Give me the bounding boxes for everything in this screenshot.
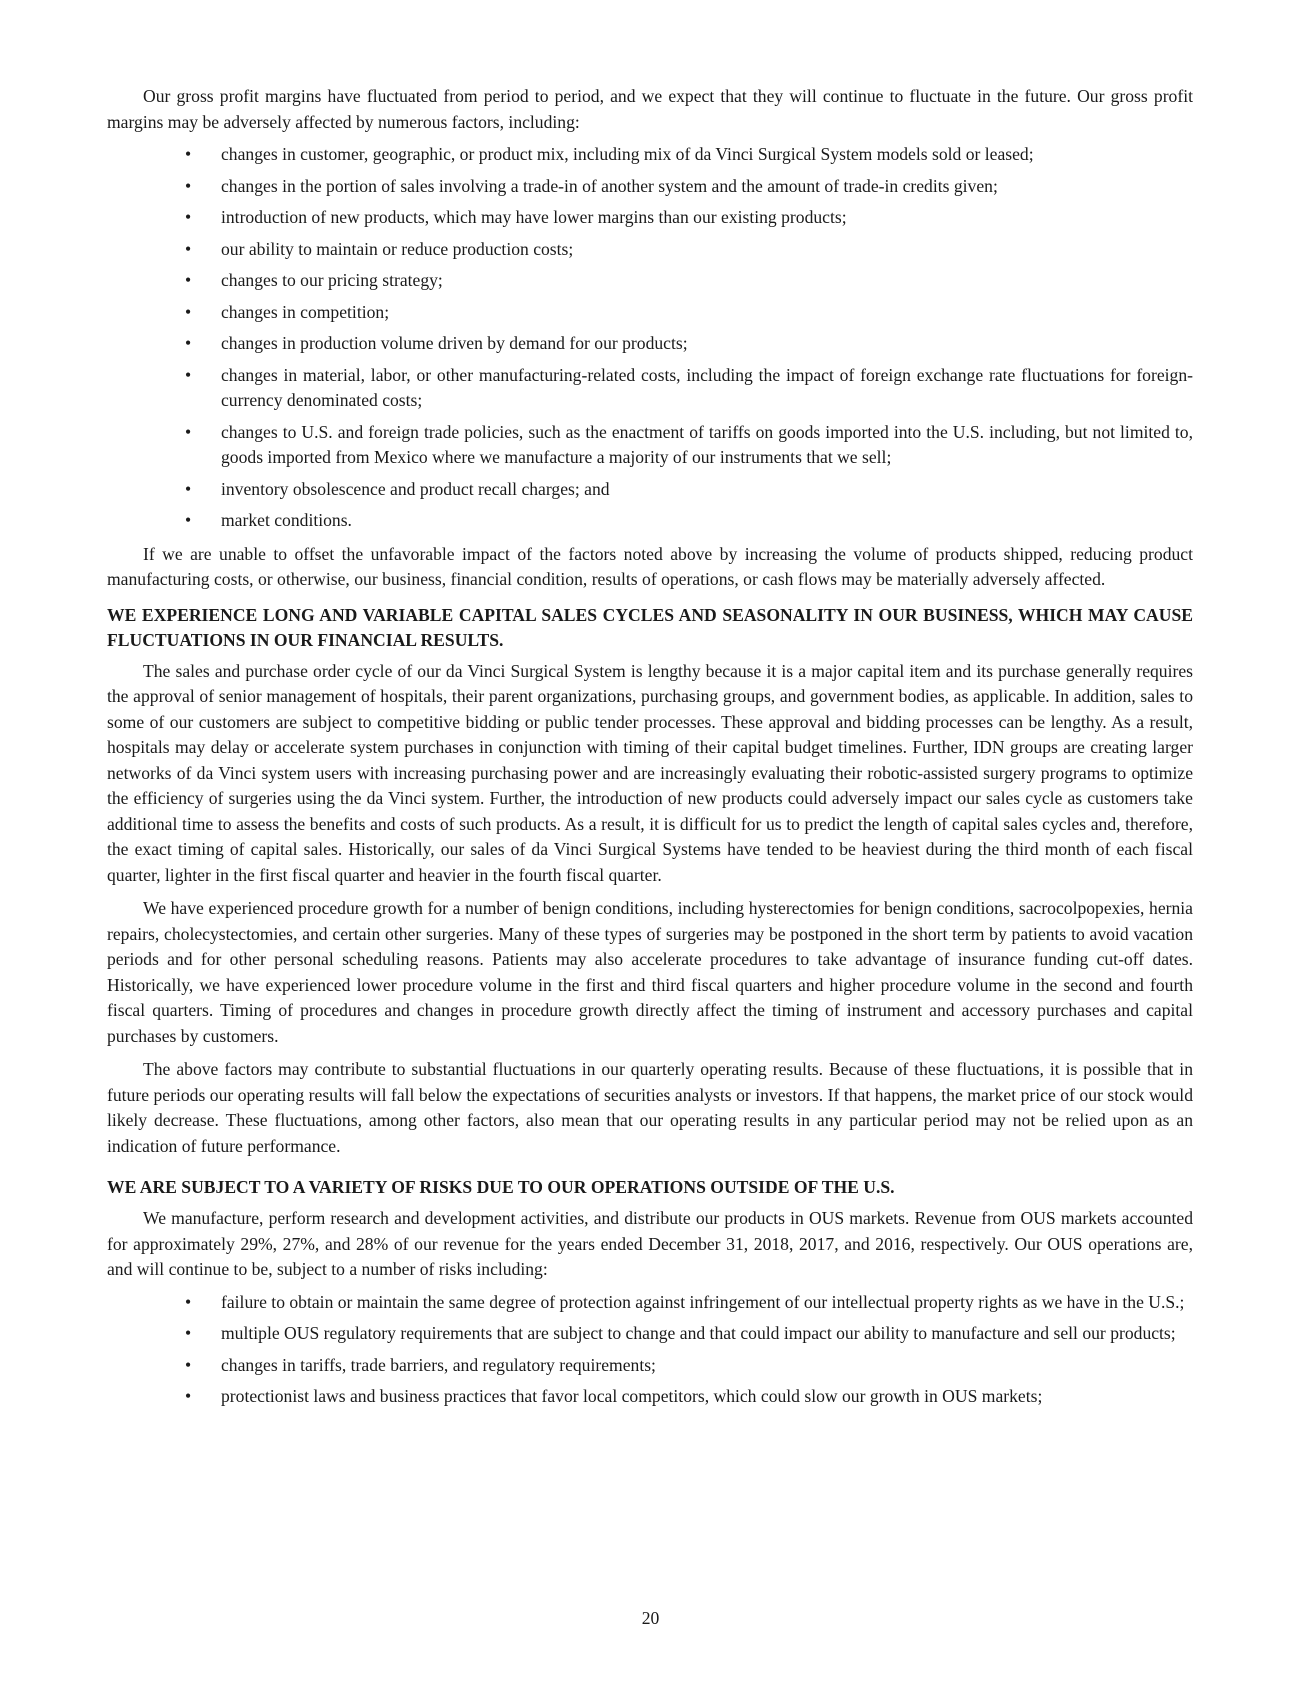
document-page xyxy=(107,84,1193,1417)
bullet-icon: • xyxy=(185,270,192,290)
list-item xyxy=(185,420,1193,471)
list-item-text: changes in tariffs, trade barriers, and regulatory requirements; xyxy=(221,1354,656,1375)
section-heading-ous-risks: WE ARE SUBJECT TO A VARIETY OF RISKS DUE TO OUR OPERATIONS OUTSIDE OF THE U.S. xyxy=(107,1177,895,1197)
page-number: 20 xyxy=(641,1608,660,1628)
list-item-text: protectionist laws and business practices that favor local competitors, which could slow our growth in OUS markets; xyxy=(221,1386,1043,1406)
list-item-text: our ability to maintain or reduce production costs; xyxy=(221,238,574,259)
bullet-icon: • xyxy=(185,1386,192,1406)
list-item-text: introduction of new products, which may have lower margins than our existing products; xyxy=(221,207,847,227)
list-item-text: changes in competition; xyxy=(221,301,390,322)
bullet-icon: • xyxy=(185,207,192,227)
ous-risks-paragraph: We manufacture, perform research and development activities, and distribute our products in OUS markets. Revenue from OUS markets accounted for approximately 29%, 27%, and 28% of our revenue for the years ended December 31, 2018, 2017, and 2016, respectively. Our OUS operations are, and will continue to be, subject to a number of risks including: xyxy=(107,1208,1193,1279)
list-item-text: changes in material, labor, or other manufacturing-related costs, including the impact of foreign exchange rate fluctuations for foreign-currency denominated costs; xyxy=(221,364,1193,410)
intro-closing-paragraph: If we are unable to offset the unfavorable impact of the factors noted above by increasing the volume of products shipped, reducing product manufacturing costs, or otherwise, our business, financial condition, results of operations, or cash flows may be materially adversely affected. xyxy=(107,543,1193,589)
list-item xyxy=(185,1384,1193,1410)
bullet-icon: • xyxy=(185,1354,192,1375)
bullet-icon: • xyxy=(185,510,192,530)
bullet-icon: • xyxy=(185,478,192,499)
ous-risks-list xyxy=(107,1290,1193,1410)
list-item-text: failure to obtain or maintain the same degree of protection against infringement of our intellectual property rights as we have in the U.S.; xyxy=(221,1291,1185,1312)
bullet-icon: • xyxy=(185,421,192,442)
list-item xyxy=(185,268,1193,294)
section-heading-sales-cycles: WE EXPERIENCE LONG AND VARIABLE CAPITAL SALES CYCLES AND SEASONALITY IN OUR BUSINESS, WHICH MAY CAUSE FLUCTUATIONS IN OUR FINANCIAL RESULTS. xyxy=(107,604,1193,650)
bullet-icon: • xyxy=(185,175,192,196)
list-item-text: changes in the portion of sales involving a trade-in of another system and the amount of trade-in credits given; xyxy=(221,175,998,196)
list-item xyxy=(185,331,1193,357)
list-item-text: changes to U.S. and foreign trade policies, such as the enactment of tariffs on goods imported into the U.S. including, but not limited to, goods imported from Mexico where we manufacture a majority of our instruments that we sell; xyxy=(221,421,1193,467)
list-item-text: multiple OUS regulatory requirements that are subject to change and that could impact our ability to manufacture and sell our products; xyxy=(221,1323,1176,1343)
list-item-text: changes in customer, geographic, or product mix, including mix of da Vinci Surgical System models sold or leased; xyxy=(221,144,1034,164)
procedure-growth-paragraph: We have experienced procedure growth for a number of benign conditions, including hysterectomies for benign conditions, sacrocolpopexies, hernia repairs, cholecystectomies, and certain other surgeries. Many of these types of surgeries may be postponed in the short term by patients to avoid vacation periods and for other personal scheduling reasons. Patients may also accelerate procedures to take advantage of insurance funding cut-off dates. Historically, we have experienced lower procedure volume in the first and third fiscal quarters and higher procedure volume in the second and fourth fiscal quarters. Timing of procedures and changes in procedure growth directly affect the timing of instrument and accessory purchases and capital purchases by customers. xyxy=(107,898,1193,1046)
list-item xyxy=(185,142,1193,168)
list-item-text: changes in production volume driven by demand for our products; xyxy=(221,333,688,353)
bullet-icon: • xyxy=(185,364,192,385)
bullet-icon: • xyxy=(185,1291,192,1312)
bullet-icon: • xyxy=(185,1323,192,1343)
list-item xyxy=(185,508,1193,534)
list-item xyxy=(185,1353,1193,1379)
list-item xyxy=(185,237,1193,263)
list-item xyxy=(185,1321,1193,1347)
list-item-text: changes to our pricing strategy; xyxy=(221,270,443,290)
list-item xyxy=(185,477,1193,503)
intro-paragraph: Our gross profit margins have fluctuated from period to period, and we expect that they will continue to fluctuate in the future. Our gross profit margins may be adversely affected by numerous factors, including: xyxy=(107,86,1193,132)
margin-factors-list xyxy=(107,142,1193,534)
list-item-text: inventory obsolescence and product recall charges; and xyxy=(221,478,610,499)
list-item xyxy=(185,1290,1193,1316)
bullet-icon: • xyxy=(185,238,192,259)
list-item xyxy=(185,174,1193,200)
list-item-text: market conditions. xyxy=(221,510,352,530)
bullet-icon: • xyxy=(185,144,192,164)
bullet-icon: • xyxy=(185,333,192,353)
bullet-icon: • xyxy=(185,301,192,322)
fluctuations-paragraph: The above factors may contribute to substantial fluctuations in our quarterly operating results. Because of these fluctuations, it is possible that in future periods our operating results will fall below the expectations of securities analysts or investors. If that happens, the market price of our stock would likely decrease. These fluctuations, among other factors, also mean that our operating results in any particular period may not be relied upon as an indication of future performance. xyxy=(107,1059,1193,1156)
list-item xyxy=(185,300,1193,326)
list-item xyxy=(185,363,1193,414)
list-item xyxy=(185,205,1193,231)
sales-cycle-paragraph: The sales and purchase order cycle of our da Vinci Surgical System is lengthy because it is a major capital item and its purchase generally requires the approval of senior management of hospitals, their parent organizations, purchasing groups, and government bodies, as applicable. In addition, sales to some of our customers are subject to competitive bidding or public tender processes. These approval and bidding processes can be lengthy. As a result, hospitals may delay or accelerate system purchases in conjunction with timing of their capital budget timelines. Further, IDN groups are creating larger networks of da Vinci system users with increasing purchasing power and are increasingly evaluating their robotic-assisted surgery programs to optimize the efficiency of surgeries using the da Vinci system. Further, the introduction of new products could adversely impact our sales cycle as customers take additional time to assess the benefits and costs of such products. As a result, it is difficult for us to predict the length of capital sales cycles and, therefore, the exact timing of capital sales. Historically, our sales of da Vinci Surgical Systems have tended to be heaviest during the third month of each fiscal quarter, lighter in the first fiscal quarter and heavier in the fourth fiscal quarter. xyxy=(107,660,1193,885)
